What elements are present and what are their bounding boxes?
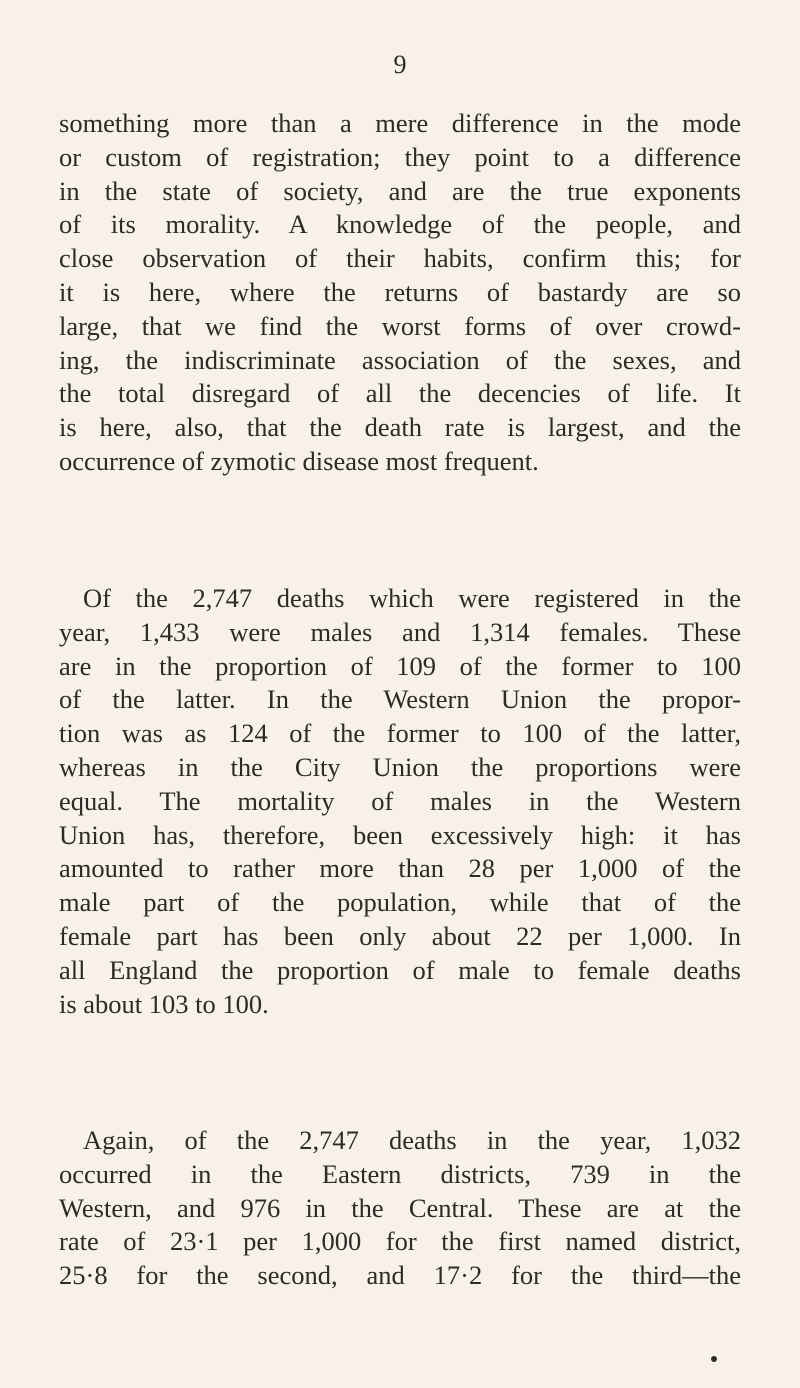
text-line: of the latter. In the Western Union the propor- <box>59 684 741 715</box>
text-line: Western, and 976 in the Central. These are at the <box>59 1192 741 1223</box>
text-line: whereas in the City Union the proportions were <box>59 751 741 782</box>
text-line: in the state of society, and are the true exponents <box>59 175 741 206</box>
text-line: female part has been only about 22 per 1,000. In <box>59 920 741 951</box>
text-line: male part of the population, while that of the <box>59 887 741 918</box>
text-line: year, 1,433 were males and 1,314 females. These <box>59 616 741 647</box>
text-line: are in the proportion of 109 of the former to 100 <box>59 650 741 681</box>
text-line: Of the 2,747 deaths which were registered in the <box>83 583 741 613</box>
text-line: it is here, where the returns of bastardy are so <box>59 276 741 307</box>
text-line: all England the proportion of male to female deaths <box>59 954 741 985</box>
paragraph-3 <box>59 1124 741 1293</box>
text-line: Union has, therefore, been excessively high: it has <box>59 819 741 850</box>
text-line: large, that we find the worst forms of over crowd- <box>59 310 741 341</box>
text-line: amounted to rather more than 28 per 1,000 of the <box>59 853 741 884</box>
text-line: equal. The mortality of males in the Western <box>59 785 741 816</box>
text-line: occurrence of zymotic disease most frequent. <box>59 445 539 476</box>
text-line: tion was as 124 of the former to 100 of the latter, <box>59 718 741 749</box>
text-line: Again, of the 2,747 deaths in the year, 1,032 <box>83 1125 741 1155</box>
page-number: 9 <box>393 50 407 79</box>
paragraph-2 <box>59 582 741 1021</box>
ink-speck <box>711 1356 717 1362</box>
text-line: or custom of registration; they point to a difference <box>59 141 741 172</box>
text-line: the total disregard of all the decencies of life. It <box>59 378 741 409</box>
text-line: rate of 23·1 per 1,000 for the first named district, <box>59 1226 741 1257</box>
text-line: 25·8 for the second, and 17·2 for the third—the <box>59 1260 741 1291</box>
text-line: of its morality. A knowledge of the people, and <box>59 209 741 240</box>
text-line: ing, the indiscriminate association of the sexes, and <box>59 344 741 375</box>
text-line: is about 103 to 100. <box>59 988 269 1019</box>
text-line: is here, also, that the death rate is largest, and the <box>59 412 741 443</box>
text-line: close observation of their habits, confirm this; for <box>59 243 741 274</box>
text-line: something more than a mere difference in the mode <box>59 108 741 138</box>
paragraph-1 <box>59 107 741 479</box>
text-line: occurred in the Eastern districts, 739 in the <box>59 1158 741 1189</box>
